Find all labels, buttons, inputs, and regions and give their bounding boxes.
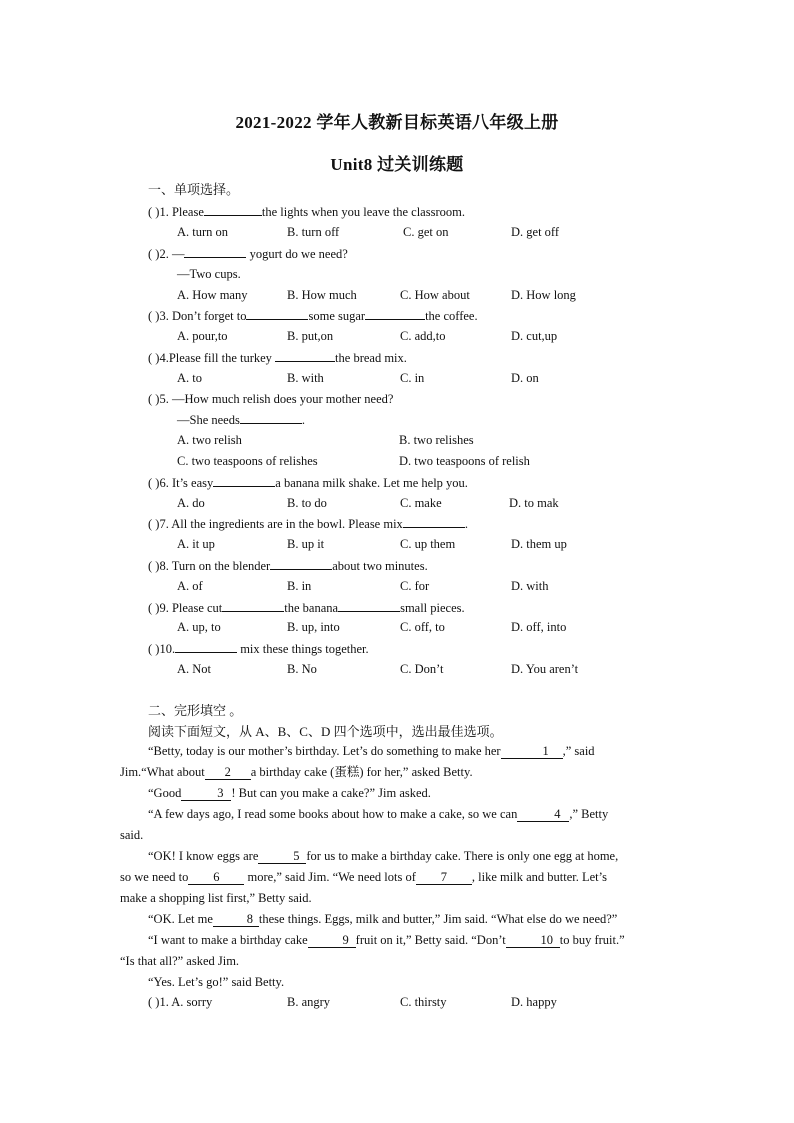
answer-blank bbox=[365, 307, 425, 320]
section2-instruction: 阅读下面短文，从 A、B、C、D 四个选项中，选出最佳选项。 bbox=[148, 724, 503, 739]
cloze-blank: 7 bbox=[416, 871, 472, 885]
passage-paragraph: “A few days ago, I read some books about how to make a cake, so we can 4 ,” Betty bbox=[148, 807, 609, 821]
option-b: B. put,on bbox=[287, 329, 334, 343]
question-10-stem: ( )10. mix these things together. bbox=[148, 642, 369, 656]
cloze-blank: 4 bbox=[517, 808, 569, 822]
cloze-blank: 8 bbox=[213, 913, 259, 927]
option-b: B. angry bbox=[287, 995, 331, 1009]
cloze-blank: 10 bbox=[506, 934, 560, 948]
option-b: B. to do bbox=[287, 496, 327, 510]
option-c: C. off, to bbox=[400, 620, 445, 634]
question-8-stem: ( )8. Turn on the blender about two minutes. bbox=[148, 559, 428, 573]
option-d: D. How long bbox=[511, 288, 576, 302]
question-2-stem: ( )2. — yogurt do we need? bbox=[148, 247, 348, 261]
option-a: A. Not bbox=[177, 662, 212, 676]
option-d: D. get off bbox=[511, 225, 560, 239]
cloze-blank: 2 bbox=[205, 766, 251, 780]
answer-blank bbox=[270, 557, 332, 570]
passage-paragraph: “Good 3 ! But can you make a cake?” Jim asked. bbox=[148, 786, 431, 800]
passage-paragraph-cont: so we need to 6 more,” said Jim. “We need lots of 7 , like milk and butter. Let’s bbox=[120, 870, 607, 884]
cloze-blank: 5 bbox=[258, 850, 306, 864]
option-b: B. two relishes bbox=[399, 433, 474, 447]
passage-paragraph-cont: make a shopping list first,” Betty said. bbox=[120, 891, 312, 905]
passage-paragraph: “OK. Let me 8 these things. Eggs, milk and butter,” Jim said. “What else do we need?” bbox=[148, 912, 618, 926]
section1-heading: 一、单项选择。 bbox=[148, 182, 240, 197]
cloze-blank: 9 bbox=[308, 934, 356, 948]
option-a: A. turn on bbox=[177, 225, 229, 239]
answer-blank bbox=[204, 203, 262, 216]
answer-blank bbox=[213, 474, 275, 487]
cloze-blank: 1 bbox=[501, 745, 563, 759]
option-d: D. happy bbox=[511, 995, 557, 1009]
option-b: B. turn off bbox=[287, 225, 340, 239]
option-c: C. for bbox=[400, 579, 430, 593]
option-d: D. on bbox=[511, 371, 539, 385]
passage-paragraph: “I want to make a birthday cake 9 fruit on it,” Betty said. “Don’t 10 to buy fruit.” bbox=[148, 933, 625, 947]
option-c: C. get on bbox=[403, 225, 449, 239]
answer-blank bbox=[403, 515, 465, 528]
option-b: B. up, into bbox=[287, 620, 340, 634]
page-title: 2021-2022 学年人教新目标英语八年级上册 bbox=[235, 113, 559, 132]
option-d: D. You aren’t bbox=[511, 662, 579, 676]
option-a: A. of bbox=[177, 579, 203, 593]
cloze-blank: 3 bbox=[181, 787, 231, 801]
option-d: D. them up bbox=[511, 537, 567, 551]
option-d: D. cut,up bbox=[511, 329, 558, 343]
option-d: D. two teaspoons of relish bbox=[399, 454, 530, 468]
question-1-stem: ( )1. Please the lights when you leave the classroom. bbox=[148, 205, 465, 219]
cloze-blank: 6 bbox=[188, 871, 244, 885]
answer-blank bbox=[338, 599, 400, 612]
option-b: B. with bbox=[287, 371, 324, 385]
section2-heading: 二、完形填空 。 bbox=[148, 703, 243, 718]
option-a: A. up, to bbox=[177, 620, 221, 634]
option-a: A. to bbox=[177, 371, 202, 385]
passage-paragraph-cont: “Is that all?” asked Jim. bbox=[120, 954, 240, 968]
option-a: A. How many bbox=[177, 288, 248, 302]
question-9-stem: ( )9. Please cut the banana small pieces. bbox=[148, 601, 465, 615]
option-c: C. Don’t bbox=[400, 662, 444, 676]
question-3-stem: ( )3. Don’t forget to some sugar the coffee. bbox=[148, 309, 478, 323]
cloze-question-1-stem: ( )1. A. sorry bbox=[148, 995, 213, 1009]
option-a: A. two relish bbox=[177, 433, 242, 447]
option-c: C. thirsty bbox=[400, 995, 447, 1009]
passage-paragraph-cont: said. bbox=[120, 828, 144, 842]
option-d: D. with bbox=[511, 579, 549, 593]
option-d: D. off, into bbox=[511, 620, 567, 634]
page-subtitle: Unit8 过关训练题 bbox=[330, 155, 464, 174]
cloze-passage bbox=[120, 741, 674, 993]
question-7-stem: ( )7. All the ingredients are in the bowl. Please mix . bbox=[148, 517, 468, 531]
answer-blank bbox=[184, 245, 246, 258]
option-a: A. it up bbox=[177, 537, 215, 551]
option-a: A. do bbox=[177, 496, 205, 510]
option-c: C. How about bbox=[400, 288, 470, 302]
option-b: B. No bbox=[287, 662, 317, 676]
answer-blank bbox=[175, 640, 237, 653]
question-5-stem: ( )5. —How much relish does your mother need? bbox=[148, 392, 394, 406]
option-b: B. How much bbox=[287, 288, 357, 302]
answer-blank bbox=[222, 599, 284, 612]
option-c: C. in bbox=[400, 371, 425, 385]
passage-paragraph: “Yes. Let’s go!” said Betty. bbox=[148, 975, 285, 989]
passage-paragraph: “Betty, today is our mother’s birthday. Let’s do something to make her 1 ,” said bbox=[148, 744, 595, 758]
question-2-reply: —Two cups. bbox=[177, 267, 241, 281]
question-4-stem: ( )4.Please fill the turkey the bread mix. bbox=[148, 351, 407, 365]
question-6-stem: ( )6. It’s easy a banana milk shake. Let me help you. bbox=[148, 476, 468, 490]
answer-blank bbox=[275, 349, 335, 362]
option-c: C. make bbox=[400, 496, 442, 510]
option-c: C. two teaspoons of relishes bbox=[177, 454, 318, 468]
answer-blank bbox=[240, 411, 302, 424]
option-d: D. to mak bbox=[509, 496, 559, 510]
option-b: B. up it bbox=[287, 537, 325, 551]
passage-paragraph-cont: Jim.“What about 2 a birthday cake (蛋糕) for her,” asked Betty. bbox=[120, 765, 473, 779]
question-5-reply: —She needs . bbox=[177, 413, 305, 427]
option-b: B. in bbox=[287, 579, 312, 593]
passage-paragraph: “OK! I know eggs are 5 for us to make a birthday cake. There is only one egg at home, bbox=[148, 849, 619, 863]
option-a: A. pour,to bbox=[177, 329, 228, 343]
answer-blank bbox=[246, 307, 308, 320]
option-c: C. up them bbox=[400, 537, 456, 551]
option-c: C. add,to bbox=[400, 329, 446, 343]
